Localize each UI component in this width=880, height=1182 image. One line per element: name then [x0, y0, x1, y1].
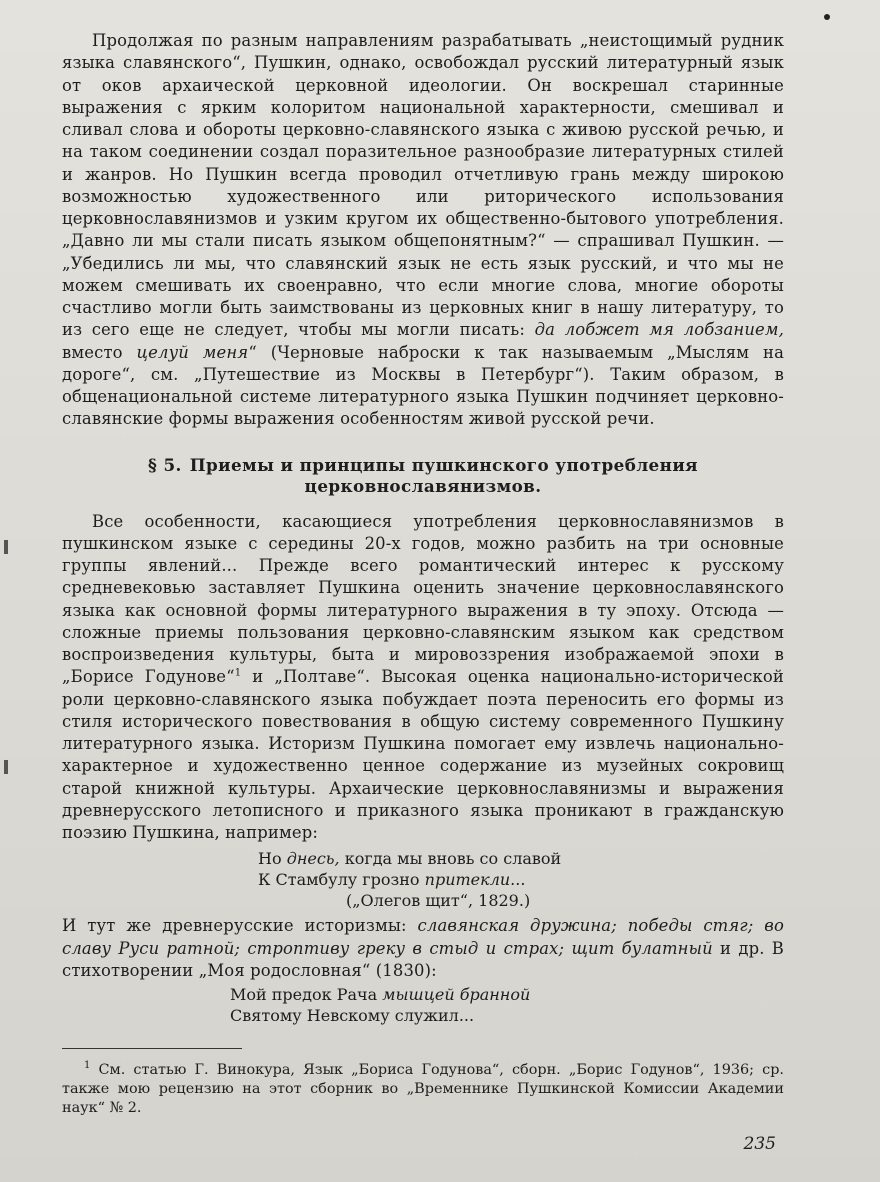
page-number: 235 — [743, 1134, 776, 1154]
verse-source: („Олегов щит“, 1829.) — [346, 891, 531, 911]
section-heading — [62, 455, 784, 497]
footnote-reference: 1 — [234, 667, 242, 679]
footnote — [62, 1061, 784, 1118]
section-number: § 5. — [148, 454, 182, 475]
page-content — [62, 30, 784, 1118]
verse-italic: днесь, — [286, 849, 340, 869]
verse-italic: притекли... — [424, 870, 526, 890]
verse-text: Мой предок Рача — [230, 985, 378, 1004]
verse-quotation-genealogy — [62, 984, 784, 1026]
scan-edge-mark — [4, 540, 8, 554]
verse-text: К Стамбулу грозно — [258, 870, 420, 890]
paragraph-features — [62, 511, 784, 845]
section-title: Приемы и принципы пушкинского употребления церковнославянизмов. — [189, 454, 698, 496]
verse-line: Святому Невскому служил... — [230, 1006, 475, 1025]
italic-quote: целуй меня — [136, 342, 249, 362]
scan-edge-mark — [4, 760, 8, 774]
paragraph-text: И тут же древнерусские историзмы: — [62, 916, 407, 936]
paragraph-text: “ (Черновые наброски к так называемым „Мыслям на дороге“, см. „Путешествие из Москвы в Петербург“). Таким образом, в общенациональной системе литературного языка Пушкин подчиняет церковно-славянские формы выражения особенностям живой русской речи. — [62, 342, 784, 429]
verse-text: когда мы вновь со славой — [344, 849, 562, 869]
print-speck — [824, 14, 830, 20]
paragraph-text: Продолжая по разным направлениям разрабатывать „неистощимый рудник языка славянского“, Пушкин, однако, освобождал русский литературный язык от оков архаической церковной идеологии. Он воскрешал старинные выражения с ярким колоритом национальной характерности, смешивал и сливал слова и обороты церковно-славянского языка с живою русской речью, и на таком соединении создал поразительное разнообразие литературных стилей и жанров. Но Пушкин всегда проводил отчетливую грань между широкою возможностью художественного или риторического использования церковнославянизмов и узким кругом их общественно-бытового употребления. „Давно ли мы стали писать языком общепонятным?“ — спрашивал Пушкин. — „Убедились ли мы, что славянский язык не есть язык русский, и что мы не можем смешивать их своенравно, что если многие слова, многие обороты счастливо могли быть заимствованы из церковных книг в нашу литературу, то из сего еще не следует, чтобы мы могли писать: — [62, 31, 784, 340]
verse-italic: мышцей бранной — [382, 985, 531, 1004]
paragraph-text: и др. В стихотворении „Моя родословная“ (1830): — [62, 938, 784, 980]
paragraph-historisms — [62, 915, 784, 982]
verse-quotation — [62, 848, 784, 911]
footnote-divider — [62, 1048, 242, 1049]
verse-text: Но — [258, 849, 282, 869]
verse-line — [230, 984, 784, 1005]
italic-quote: да лобжет мя лобзанием, — [534, 320, 784, 340]
footnote-marker: 1 — [84, 1060, 91, 1072]
paragraph-text: Все особенности, касающиеся употребления церковнославянизмов в пушкинском языке с середины 20-х годов, можно разбить на три основные группы явлений... Прежде всего романтический интерес к русскому средневековью заставляет Пушкина оценить значение церковнославянского языка как основной формы литературного выражения в ту эпоху. Отсюда — сложные приемы пользования церковно-славянским языком как средством воспроизведения культуры, быта и мировоззрения изображаемой эпохи в „Борисе Годунове“ — [62, 511, 784, 687]
italic-examples: славянская дружина; победы стяг; во славу Руси ратной; строптиву греку в стыд и страх; щит булатный — [62, 916, 784, 958]
paragraph-text: вместо — [62, 342, 123, 362]
verse-line — [258, 848, 784, 869]
footnote-text: См. статью Г. Винокура, Язык „Бориса Годунова“, сборн. „Борис Годунов“, 1936; ср. также мою рецензию на этот сборник во „Временнике Пушкинской Комиссии Академии наук“ № 2. — [62, 1062, 784, 1116]
paragraph-pushkin-language — [62, 30, 784, 431]
verse-line — [258, 869, 784, 890]
paragraph-text: и „Полтаве“. Высокая оценка национально-исторической роли церковно-славянского языка побуждает поэта переносить его формы из стиля исторического повествования в общую систему современного Пушкину литературного языка. Историзм Пушкина помогает ему извлечь национально-характерное и художественно ценное содержание из музейных сокровищ старой книжной культуры. Архаические церковнославянизмы и выражения древнерусского летописного и приказного языка проникают в гражданскую поэзию Пушкина, например: — [62, 667, 784, 842]
